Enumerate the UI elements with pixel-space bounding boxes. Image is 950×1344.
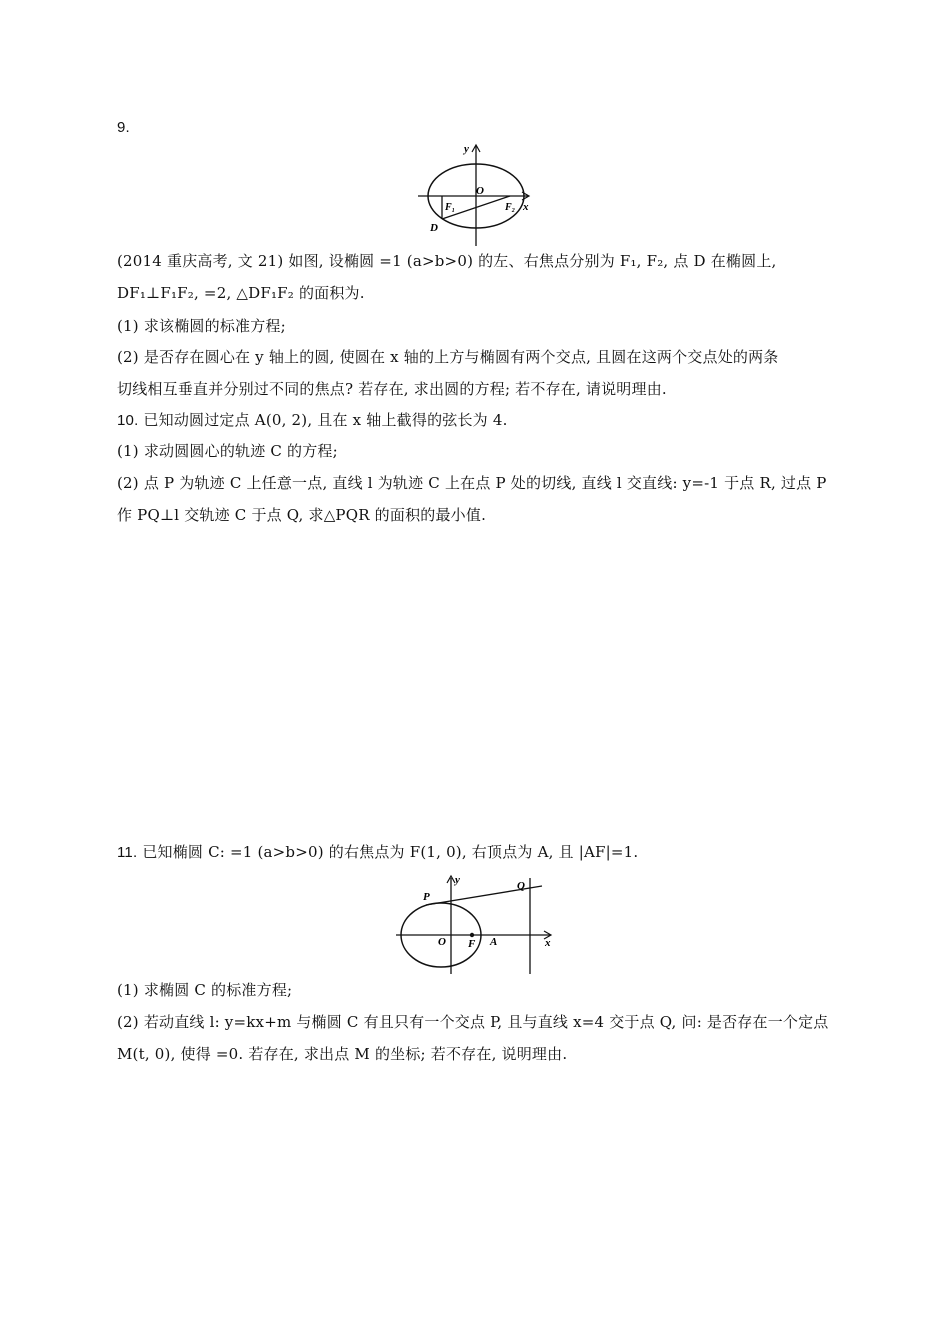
fig9-label-f2: F₂ bbox=[505, 202, 516, 213]
fig11-label-q: Q bbox=[517, 880, 525, 892]
fig11-label-o: O bbox=[438, 936, 446, 948]
fig9-label-d: D bbox=[430, 222, 438, 234]
fig9-label-f1: F₁ bbox=[445, 202, 456, 213]
problem-11-line-1 bbox=[117, 842, 638, 863]
problem-9-ellipse-figure bbox=[410, 140, 540, 248]
problem-11-line-3: (2) 若动直线 l: y=kx+m 与椭圆 C 有且只有一个交点 P, 且与直线 x=4 交于点 Q, 问: 是否存在一个定点 bbox=[117, 1013, 829, 1031]
problem-11-line-4: M(t, 0), 使得 =0. 若存在, 求出点 M 的坐标; 若不存在, 说明理由. bbox=[117, 1045, 568, 1063]
fig9-label-y: y bbox=[464, 143, 469, 155]
problem-9-line-5: 切线相互垂直并分别过不同的焦点? 若存在, 求出圆的方程; 若不存在, 请说明理由. bbox=[117, 380, 667, 398]
problem-9-line-3: (1) 求该椭圆的标准方程; bbox=[117, 317, 286, 335]
fig9-label-o: O bbox=[476, 185, 484, 197]
problem-10-line-1 bbox=[117, 410, 508, 431]
problem-11-ellipse-figure bbox=[396, 868, 560, 976]
problem-10-line-4: 作 PQ⊥l 交轨迹 C 于点 Q, 求△PQR 的面积的最小值. bbox=[117, 506, 487, 524]
problem-9-line-1: (2014 重庆高考, 文 21) 如图, 设椭圆 =1 (a>b>0) 的左、右焦点分别为 F₁, F₂, 点 D 在椭圆上, bbox=[117, 252, 777, 270]
problem-10-number: 10. bbox=[117, 412, 139, 429]
fig11-label-a: A bbox=[490, 936, 498, 948]
problem-11-number: 11. bbox=[117, 844, 138, 861]
problem-10-line-2: (1) 求动圆圆心的轨迹 C 的方程; bbox=[117, 442, 338, 460]
fig9-label-x: x bbox=[523, 201, 529, 213]
problem-9-line-4: (2) 是否存在圆心在 y 轴上的圆, 使圆在 x 轴的上方与椭圆有两个交点, 且圆在这两个交点处的两条 bbox=[117, 348, 779, 366]
fig11-label-y: y bbox=[455, 874, 460, 886]
fig11-label-x: x bbox=[545, 937, 551, 949]
problem-11-line-1-text: 已知椭圆 C: =1 (a>b>0) 的右焦点为 F(1, 0), 右顶点为 A, 且 |AF|=1. bbox=[142, 843, 639, 861]
problem-10-line-3: (2) 点 P 为轨迹 C 上任意一点, 直线 l 为轨迹 C 上在点 P 处的切线, 直线 l 交直线: y=-1 于点 R, 过点 P bbox=[117, 474, 827, 492]
problem-11-line-2: (1) 求椭圆 C 的标准方程; bbox=[117, 981, 293, 999]
problem-10-line-1-text: 已知动圆过定点 A(0, 2), 且在 x 轴上截得的弦长为 4. bbox=[143, 411, 508, 429]
fig11-label-p: P bbox=[423, 891, 430, 903]
fig11-label-f: F bbox=[468, 938, 476, 950]
problem-9-line-2: DF₁⊥F₁F₂, =2, △DF₁F₂ 的面积为. bbox=[117, 284, 365, 302]
problem-9-number: 9. bbox=[117, 119, 130, 136]
